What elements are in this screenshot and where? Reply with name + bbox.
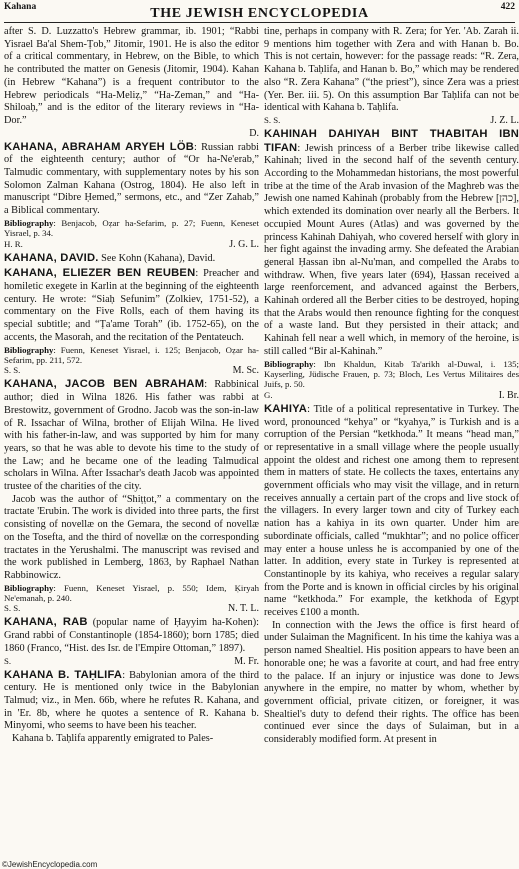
entry-headword: KAHANA, ABRAHAM ARYEH LÖB xyxy=(4,140,195,153)
entry-paragraph: In connection with the Jews the office is first heard of under Sulaiman the Magnificent. In his time the kahiya was a person named Shealtiel. His position appears to have been an honorable one; he was a favorite at court, and had free entry to the palace. If an injury or injustice was done to Jews anywhere in the empire, no matter by whom, whether by government official, private citizen, or foreigner, it was Shealtiel's duty to defend their rights. The office has been continued ever since the days of Sulaiman, but in a considerably modified form. At present in xyxy=(264,619,519,746)
entry-text: (popular name of Ḥayyim ha-Kohen): Grand rabbi of Constantinople (1854-1860); born 1785; died 1860 (Franco, “Hist. des Isr. de l'Empire Ottoman,” 1897). xyxy=(4,617,259,654)
entry-headword: KAHINAH DAHIYAH BINT THABITAH IBN TIFAN xyxy=(264,127,519,154)
bibliography: Bibliography: Fuenn, Keneset Yisrael, p. 550; Idem, Ḳiryah Ne'emanah, p. 240. xyxy=(4,582,259,604)
entry-kahiya xyxy=(264,403,519,747)
bibliography: Bibliography: Benjacob, Oẓar ha-Sefarim, p. 27; Fuenn, Keneset Yisrael, p. 34. xyxy=(4,217,259,239)
signature-line xyxy=(4,128,259,139)
bibliography: Bibliography: Fuenn, Keneset Yisrael, i. 125; Benjacob, Oẓar ha-Sefarim, pp. 211, 572. xyxy=(4,344,259,365)
signature-line: S. S. N. T. L. xyxy=(4,603,259,615)
page-title: THE JEWISH ENCYCLOPEDIA xyxy=(150,6,369,21)
signature-line: S. M. Fr. xyxy=(4,655,259,667)
entry-headword: KAHANA B. TAḤLIFA xyxy=(4,668,123,681)
continuation-text: tine, perhaps in company with R. Zera; for Yer. 'Ab. Zarah ii. 9 mentions him together with Zera and with Hanan b. Bo. This is not certain, however: for the passage reads: “R. Zera, Kahana b. Taḥlifa, and Hanan b. Bo,” which may be rendered also “R. Zera Kahana” (“the priest”), since Zera was a priest (Yer. Ber. iii. 5). On this assumption Bar Taḥlifa can not be identical with Kahana b. Taḥlifa. xyxy=(264,26,519,114)
entry-paragraph: Kahana b. Taḥlifa apparently emigrated to Pales- xyxy=(12,733,214,745)
running-header xyxy=(4,2,515,24)
bibliography: Bibliography: Ibn Khaldun, Kitab Ta'arikh al-Duwal, i. 135; Kayserling, Jüdische Frauen, p. 73; Bloch, Les Vertus Militaires des Juifs, p. 50. xyxy=(264,358,519,390)
entry-text: : Babylonian amora of the third century. He is mentioned only twice in the Babylonian Talmud; viz., in Men. 66b, where he refutes R. Kahana, and in 'Er. 8b, where he quotes a sentence of R. Kahana b. Minyomi, who seems to have been his teacher. xyxy=(4,669,259,732)
left-column xyxy=(4,26,259,746)
entry-eliezer-ben-reuben xyxy=(4,267,259,376)
entry-abraham-aryeh-lob xyxy=(4,141,259,250)
signature-line: H. R. J. G. L. xyxy=(4,238,259,250)
author-initials: D. xyxy=(249,127,259,139)
entry-headword: KAHANA, RAB xyxy=(4,616,88,629)
entry-headword: KAHANA, ELIEZER BEN REUBEN xyxy=(4,267,196,280)
entry-paragraph: Jacob was the author of “Shiṭṭot,” a commentary on the tractate 'Erubin. The work is divided into three parts, the first consisting of novellæ on the Gemara, the second of novellæ on the Tosefta, and the third of novellæ on the corresponding tractates in the Yerushalmi. The manuscript was revised and the work published in Lemberg, 1863, by Raphael Nathan Rabbinowicz. xyxy=(4,493,259,581)
entry-text: : Preacher and homiletic exegete in Karlin at the beginning of the eighteenth century. He wrote: “Siaḥ Sefunim” (Zolkiev, 1751-52), a commentary on the Five Rolls, each of them having its special subtitle; and “Ṭa'ame Torah” (ib. 1752-65), on the accents, the Masorah, and the recitation of the Pentateuch. xyxy=(4,268,260,343)
copyright-footer: ©JewishEncyclopedia.com xyxy=(2,860,98,869)
entry-headword: KAHANA, DAVID. xyxy=(4,251,99,264)
entry-text: : Title of a political representative in Turkey. The word, pronounced “kehya” or “kyahya,” is Turkish and is a corruption of the Persian “ketkhoda.” It means “head man,” or representative in a small village where the people usually appoint the oldest and richest one among them to represent them in matters of state. He collects the taxes, entertains any government officials who may visit the village, and in return receives annually a certain part of the crops and live stock of the villagers. In every larger town and city of Turkey each nation has a kahiya in its own quarter. Under him are subordinate officials, called “mukhtar”; and no police officer may enter a house unless he is accompanied by one of the latter. In addition, every state in Turkey is represented at Constantinople by its kahiya, who receives a regular salary from the Porte and is known in official circles by his original name “ketkhoda.” For example, the ketkhoda of Egypt receives £100 a month. xyxy=(264,403,519,619)
entry-text: : Russian rabbi of the eighteenth century; author of “Or ha-Ne'erab,” Talmudic commentary, with supplementary notes by his son Solomon Zalman Kahana (Ostrog, 1804). He also left in manuscript “Dibre Ḥemed,” sermons, etc., and “Zer Zahab,” a Biblical commentary. xyxy=(4,141,260,217)
entry-kahinah xyxy=(264,128,519,401)
signature-line: S. S. J. Z. L. xyxy=(264,114,519,126)
signature-line: G. I. Br. xyxy=(264,389,519,401)
entry-david xyxy=(4,252,259,266)
section-label: Kahana xyxy=(4,2,37,12)
entry-headword: KAHANA, JACOB BEN ABRAHAM xyxy=(4,378,205,391)
entry-text: : Rabbinical author; died in Wilna 1826. His father was rabbi at Brestowitz, government of Grodno. Jacob was the son-in-law of R. Issachar of Wilna, brother of Elijah Wilna. He lived with his father-in-law, and was supported by him for many years, so that he was able to devote his time to the study of the Law; and he became one of the leading Talmudical scholars in Wilna. After Issachar's death Jacob was appointed trustee of the charities of the city. xyxy=(4,379,259,493)
entry-rab xyxy=(4,616,259,666)
entry-headword: KAHIYA xyxy=(264,402,308,415)
header-rule xyxy=(4,22,515,23)
entry-kahana-b-tahlifa xyxy=(4,669,259,746)
entry-text: See Kohn (Kahana), David. xyxy=(98,252,216,264)
entry-jacob-ben-abraham xyxy=(4,378,259,614)
continuation-text: after S. D. Luzzatto's Hebrew grammar, ib. 1901; “Rabbi Yisrael Ba'al Shem-Ṭob,” Jitomir, 1901. He is also the editor of a critical commentary, in Hebrew, on the Bible, to which he contributed the matter on Genesis (Jitomir, 1904). Kahan (in Hebrew “Kahana”) is a frequent contributor to the Hebrew periodicals “Ha-Meliẓ,” “Ha-Zeman,” and “Ha-Shiloaḥ,” and is the editor of the literary reviews in “Ha-Dor.” xyxy=(4,26,259,126)
right-column xyxy=(264,26,519,747)
entry-text: : Jewish princess of a Berber tribe likewise called Kahinah; lived in the second half of the seventh century. According to the Mohammedan historians, the most powerful tribe at the time of the Arab invasion of the Maghreb was the Jewish one named Kahinah (probably from the Hebrew [כהן], which extended its domination over nearly all the Berbers. It occupied Mount Aures (Atlas) and was governed by the princess Kahinah Dahiyah, who covered herself with glory in her fight against the invading army. She defeated the Arabian general Ḥassan ibn al-Nu'man, and compelled the Arabs to withdraw. When, five years later (694), Ḥassan received a large reenforcement, and advanced against the Berbers, Kahinah ordered all the Berber cities to be destroyed, hoping that the Arabs would then renounce fighting for the conquest of a waste land. But they persisted in their attack; and Kahinah fell near a well which, in memory of the heroine, is still called “Bir al-Kahinah.” xyxy=(264,142,519,357)
page-number: 422 xyxy=(500,2,515,12)
signature-line: S. S. M. Sc. xyxy=(4,365,259,377)
